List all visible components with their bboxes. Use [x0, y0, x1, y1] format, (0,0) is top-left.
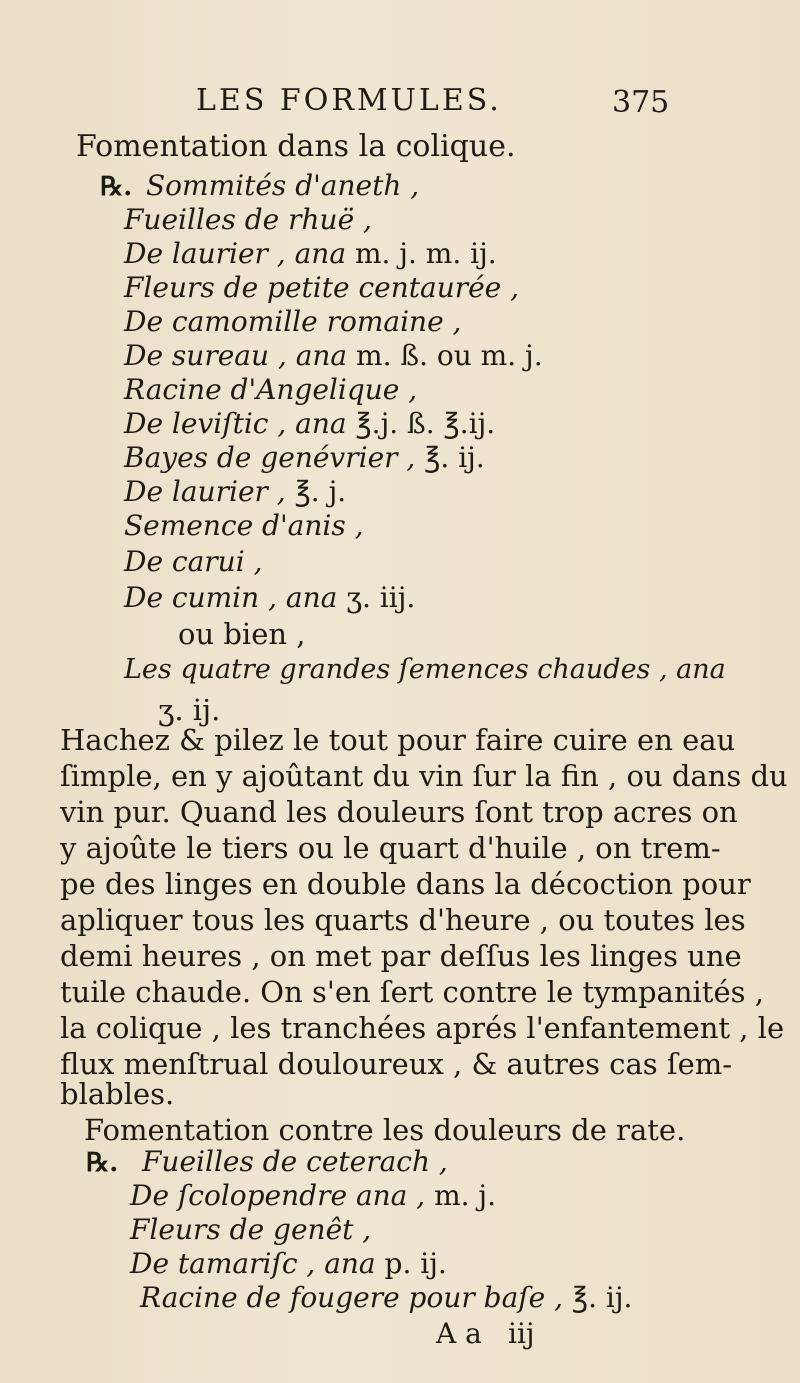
paragraph-line: vin pur. Quand les douleurs ſont trop acres on [60, 795, 738, 829]
ingredient: Sommités d'aneth , [146, 169, 420, 202]
dose: m. j. [434, 1179, 497, 1212]
ingredient: Fueilles de ceterach , [142, 1145, 448, 1178]
dose: ℥. j. [294, 475, 347, 508]
ingredient: Bayes de genévrier , ℥. ij. [124, 441, 485, 474]
paragraph-line: y ajoûte le tiers ou le quart d'huile , on trem- [60, 831, 721, 865]
ingredient: Fleurs de genêt , [130, 1213, 372, 1246]
ingredient: Fleurs de petite centaurée , [124, 271, 520, 304]
ingredient: Racine d'Angelique , [124, 373, 418, 406]
page-number: 375 [612, 85, 670, 120]
paragraph-line: apliquer tous les quarts d'heure , ou toutes les [60, 903, 746, 937]
paragraph-line: Hachez & pilez le tout pour faire cuire en eau [60, 723, 736, 757]
recipe-1-title: Fomentation dans la colique. [76, 129, 516, 164]
alternative-dose: ʒ. ij. [158, 693, 221, 727]
paragraph-line: la colique , les tranchées aprés l'enfantement , le [60, 1011, 785, 1045]
paragraph-line: ſimple, en y ajoûtant du vin ſur la fin , ou dans du [60, 759, 788, 793]
ingredient: Semence d'anis , [124, 509, 364, 542]
dose: p. ij. [384, 1247, 447, 1280]
paragraph-line: blables. [60, 1077, 175, 1111]
paragraph-line: pe des linges en double dans la décoction pour [60, 867, 751, 901]
signature-number: iij [508, 1317, 535, 1350]
ingredient: De sureau , ana m. ß. ou m. j. [124, 339, 543, 372]
ingredient: De cumin , ana ʒ. iij. [124, 581, 416, 614]
ingredient: De tamariſc , ana p. ij. [130, 1247, 447, 1280]
ingredient: De carui , [124, 545, 263, 578]
recipe-symbol: ℞. [86, 1148, 119, 1178]
dose: m. j. m. ij. [354, 237, 497, 270]
ingredient: Racine de fougere pour baſe , ℥. ij. [140, 1281, 633, 1314]
signature-mark: A a [436, 1317, 482, 1350]
paragraph-line: flux menſtrual douloureux , & autres cas ſem- [60, 1047, 733, 1081]
ingredient: De ſcolopendre ana , m. j. [130, 1179, 497, 1212]
running-title: LES FORMULES. [196, 83, 502, 118]
alternative-label: ou bien , [178, 617, 306, 651]
ingredient: De leviſtic , ana ℥.j. ß. ℥.ij. [124, 407, 496, 440]
recipe-symbol: ℞. [100, 172, 133, 202]
paragraph-line: tuile chaude. On s'en ſert contre le tympanités , [60, 975, 764, 1009]
dose: ℥. ij. [571, 1281, 633, 1314]
dose: ℥.j. ß. ℥.ij. [355, 407, 496, 440]
ingredient: De camomille romaine , [124, 305, 462, 338]
dose: ʒ. iij. [346, 581, 416, 614]
recipe-2-title: Fomentation contre les douleurs de rate. [84, 1113, 686, 1147]
ingredient: De laurier , ana m. j. m. ij. [124, 237, 497, 270]
alternative-ingredient: Les quatre grandes ſemences chaudes , ana [124, 654, 726, 685]
ingredient: Fueilles de rhuë , [124, 203, 372, 236]
dose: ℥. ij. [424, 441, 485, 474]
ingredient: De laurier , ℥. j. [124, 475, 347, 508]
paragraph-line: demi heures , on met par deſſus les linges une [60, 939, 742, 973]
dose: m. ß. ou m. j. [356, 339, 543, 372]
